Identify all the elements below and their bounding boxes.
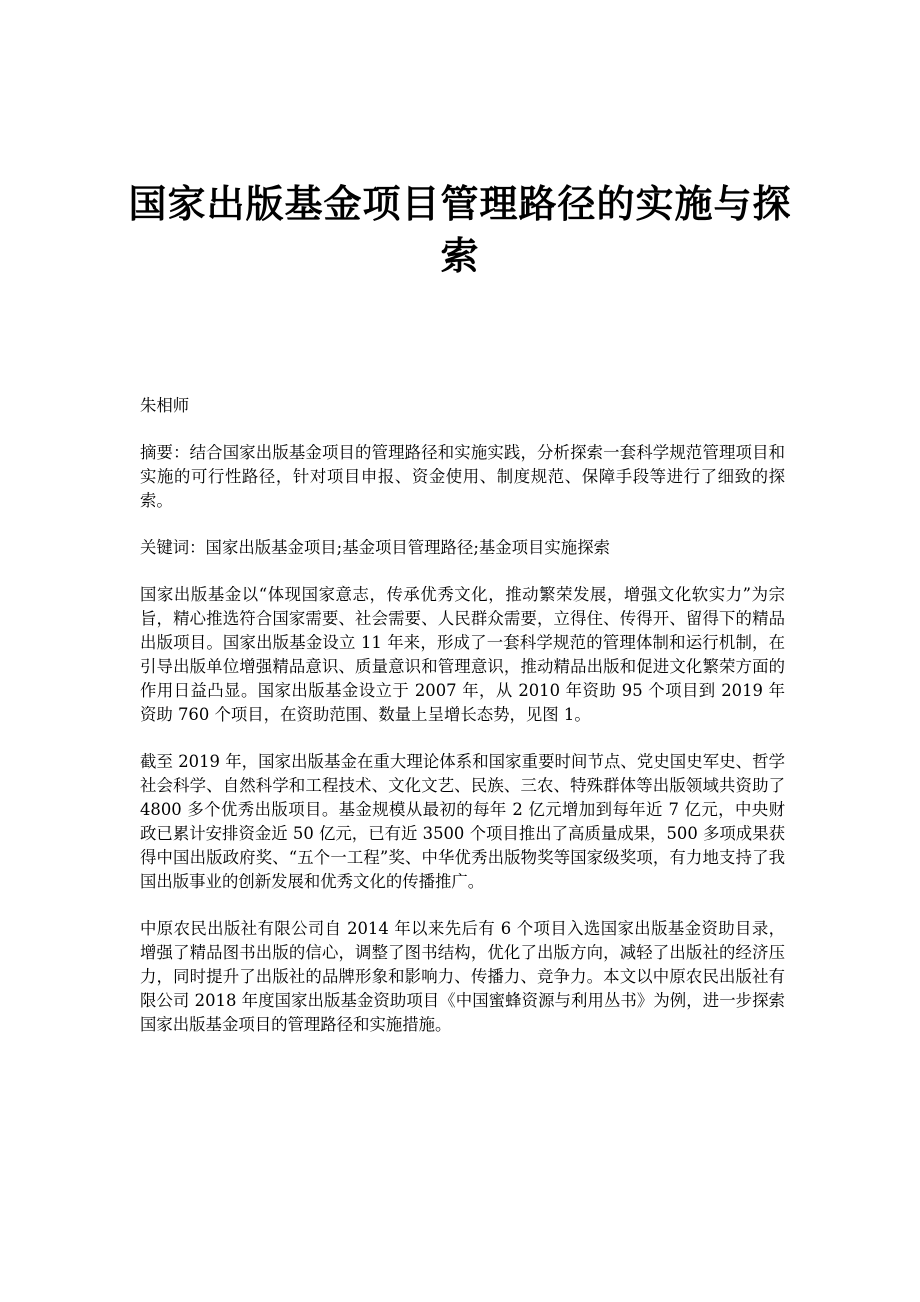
- abstract-paragraph: 摘要：结合国家出版基金项目的管理路径和实施实践，分析探索一套科学规范管理项目和实施的可行性路径，针对项目申报、资金使用、制度规范、保障手段等进行了细致的探索。: [140, 443, 785, 510]
- body-paragraph-3: 中原农民出版社有限公司自 2014 年以来先后有 6 个项目入选国家出版基金资助目录，增强了精品图书出版的信心，调整了图书结构，优化了出版方向，减轻了出版社的经济压力，同时提升了出版社的品牌形象和影响力、传播力、竞争力。本文以中原农民出版社有限公司 2018 年度国家出版基金资助项目《中国蜜蜂资源与利用丛书》为例，进一步探索国家出版基金项目的管理路径和实施措施。: [140, 919, 785, 1034]
- document-body: [140, 394, 785, 1060]
- body-paragraph-1: 国家出版基金以“体现国家意志，传承优秀文化，推动繁荣发展，增强文化软实力”为宗旨，精心推选符合国家需要、社会需要、人民群众需要，立得住、传得开、留得下的精品出版项目。国家出版基金设立 11 年来，形成了一套科学规范的管理体制和运行机制，在引导出版单位增强精品意识、质量意识和管理意识，推动精品出版和促进文化繁荣方面的作用日益凸显。国家出版基金设立于 2007 年，从 2010 年资助 95 个项目到 2019 年资助 760 个项目，在资助范围、数量上呈增长态势，见图 1。: [140, 585, 785, 724]
- body-paragraph-2: 截至 2019 年，国家出版基金在重大理论体系和国家重要时间节点、党史国史军史、哲学社会科学、自然科学和工程技术、文化文艺、民族、三农、特殊群体等出版领域共资助了 4800 多个优秀出版项目。基金规模从最初的每年 2 亿元增加到每年近 7 亿元，中央财政已累计安排资金近 50 亿元，已有近 3500 个项目推出了高质量成果，500 多项成果获得中国出版政府奖、“五个一工程”奖、中华优秀出版物奖等国家级奖项，有力地支持了我国出版事业的创新发展和优秀文化的传播推广。: [140, 752, 785, 891]
- author-line: 朱相师: [140, 396, 190, 415]
- document-title: 国家出版基金项目管理路径的实施与探索: [128, 181, 792, 278]
- keywords-paragraph: 关键词：国家出版基金项目;基金项目管理路径;基金项目实施探索: [140, 538, 610, 557]
